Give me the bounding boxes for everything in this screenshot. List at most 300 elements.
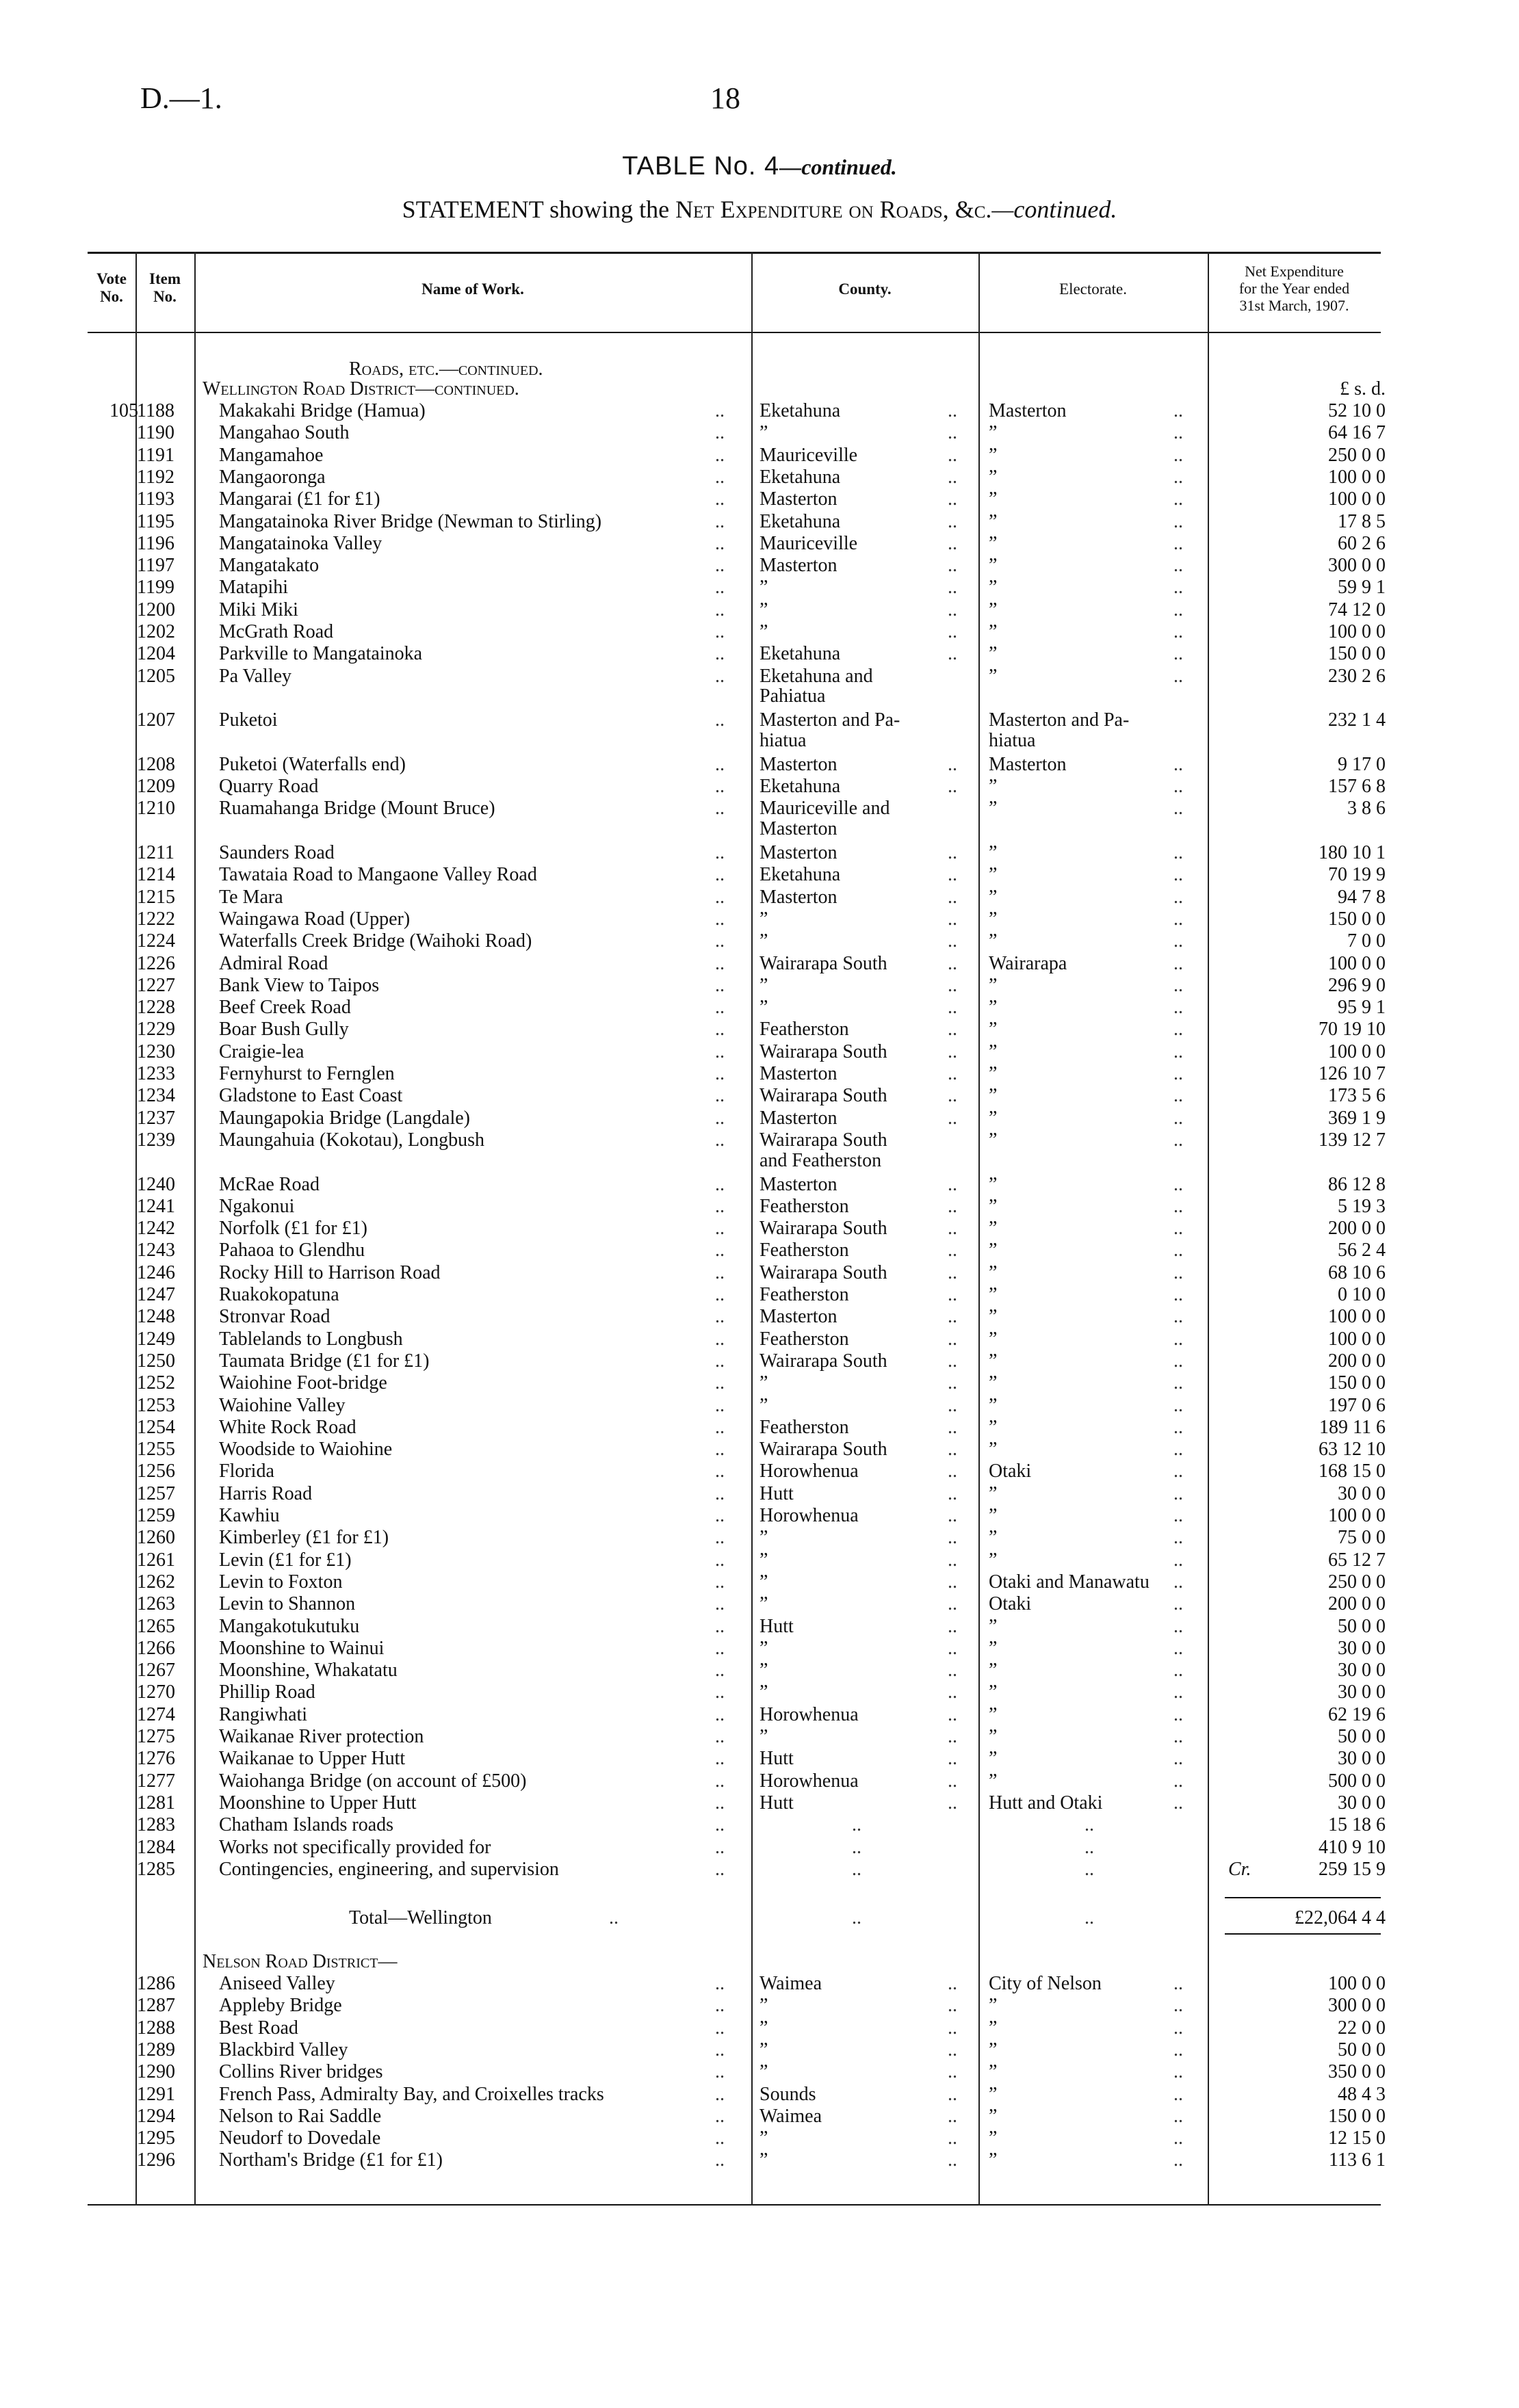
amount: 500 0 0 [1328,1770,1386,1792]
electorate: ” [989,2061,998,2083]
item-number: 1265 [137,1615,175,1637]
work-name: Levin to Shannon [219,1593,356,1615]
county-continued: Pahiatua [760,685,826,707]
amount: 139 12 7 [1319,1129,1386,1151]
electorate: ” [989,1748,998,1770]
table-row: 1265 Mangakotukutuku .. Hutt .. ” .. 50 0 0 [137,1615,1386,1637]
work-name: Neudorf to Dovedale [219,2128,381,2149]
work-name: Tawataia Road to Mangaone Valley Road [219,864,537,886]
amount: 369 1 9 [1328,1107,1386,1129]
amount: 300 0 0 [1328,555,1386,577]
work-name: Makakahi Bridge (Hamua) [219,400,426,421]
table-row: 1199 Matapihi .. ” .. ” .. 59 9 1 [137,577,1386,599]
table-row: 1209 Quarry Road .. Eketahuna .. ” .. 157 6 8 [137,776,1386,798]
table-row: 1255 Woodside to Waiohine .. Wairarapa South .. ” .. 63 12 10 [137,1439,1386,1461]
amount: 180 10 1 [1319,842,1386,863]
table-row: 1257 Harris Road .. Hutt .. ” .. 30 0 0 [137,1482,1386,1504]
table-title [0,152,1519,181]
item-number: 1250 [137,1350,175,1372]
work-name: McRae Road [219,1173,320,1195]
item-number: 1209 [137,776,175,798]
amount: 230 2 6 [1328,665,1386,687]
amount: 0 10 0 [1338,1284,1386,1305]
work-name: Best Road [219,2017,298,2039]
table-row: 1290 Collins River bridges .. ” .. ” .. 350 0 0 [137,2061,1386,2083]
county: Eketahuna [760,510,841,532]
table-row: 1227 Bank View to Taipos .. ” .. ” .. 296 9 0 [137,974,1386,996]
column-header-electorate: Electorate. [1059,280,1127,298]
work-name: Craigie-lea [219,1041,304,1062]
table-row: 1191 Mangamahoe .. Mauriceville .. ” .. 250 0 0 [137,444,1386,466]
amount: 22 0 0 [1338,2017,1386,2039]
amount: 7 0 0 [1347,930,1386,952]
section-heading-wellington: Wellington Road District—continued. [203,378,519,400]
county: ” [760,621,768,642]
work-name: Harris Road [219,1482,313,1504]
subtitle-caps: Net Expenditure on Roads, &c. [675,196,992,223]
amount: 95 9 1 [1338,997,1386,1019]
table-row: 1249 Tablelands to Longbush .. Featherston .. ” .. 100 0 0 [137,1328,1386,1350]
table-row: 1210 Ruamahanga Bridge (Mount Bruce) .. Mauriceville and ” .. 3 8 6 [137,798,1386,820]
electorate: ” [989,2083,998,2105]
item-number: 1284 [137,1836,175,1858]
table-row: 1276 Waikanae to Upper Hutt .. Hutt .. ” .. 30 0 0 [137,1748,1386,1770]
electorate: ” [989,1416,998,1438]
column-header-item: Item No. [149,270,181,305]
table-row: 1239 Maungahuia (Kokotau), Longbush .. Wairarapa South ” .. 139 12 7 [137,1129,1386,1151]
work-name: Mangamahoe [219,444,324,466]
page-number: 18 [710,81,740,115]
amount: 59 9 1 [1338,577,1386,599]
table-header-rule [88,332,1381,333]
electorate: ” [989,466,998,488]
subtitle-lead: STATEMENT showing the [402,196,676,223]
item-number: 1207 [137,709,175,731]
item-number: 1267 [137,1660,175,1681]
county: ” [760,908,768,930]
item-number: 1242 [137,1218,175,1240]
table-row: 1296 Northam's Bridge (£1 for £1) .. ” .. ” .. 113 6 1 [137,2149,1386,2171]
amount: 70 19 9 [1328,864,1386,886]
work-name: Works not specifically provided for [219,1836,491,1858]
amount: 150 0 0 [1328,643,1386,665]
electorate: ” [989,1482,998,1504]
electorate: ” [989,1726,998,1747]
work-name: Aniseed Valley [219,1973,335,1994]
county: ” [760,1549,768,1571]
amount: 350 0 0 [1328,2061,1386,2083]
work-name: Taumata Bridge (£1 for £1) [219,1350,430,1372]
item-number: 1249 [137,1328,175,1350]
work-name: Fernyhurst to Fernglen [219,1063,395,1084]
county: Wairarapa South [760,1261,887,1283]
electorate: ” [989,908,998,930]
county: Sounds [760,2083,816,2105]
electorate: ” [989,2039,998,2060]
county: ” [760,1660,768,1681]
credit-prefix: Cr. [1228,1858,1251,1880]
work-name: Waiohine Foot-bridge [219,1372,387,1394]
amount: 113 6 1 [1329,2149,1386,2171]
table-row: 1253 Waiohine Valley .. ” .. ” .. 197 0 6 [137,1394,1386,1416]
work-name: Waingawa Road (Upper) [219,908,411,930]
electorate: ” [989,1372,998,1394]
table-row: 1263 Levin to Shannon .. ” .. Otaki .. 200 0 0 [137,1593,1386,1615]
electorate: ” [989,555,998,577]
item-number: 1277 [137,1770,175,1792]
table-row: 1270 Phillip Road .. ” .. ” .. 30 0 0 [137,1681,1386,1703]
work-name: Stronvar Road [219,1306,330,1328]
county: Horowhenua [760,1505,859,1526]
amount: 52 10 0 [1328,400,1386,421]
table-row: 1233 Fernyhurst to Fernglen .. Masterton .. ” .. 126 10 7 [137,1063,1386,1084]
item-number: 1270 [137,1681,175,1703]
item-number: 1246 [137,1261,175,1283]
work-name: Beef Creek Road [219,997,351,1019]
column-header-expenditure: Net Expenditure for the Year ended 31st March, 1907. [1238,263,1350,314]
table-row: 1288 Best Road .. ” .. ” .. 22 0 0 [137,2017,1386,2039]
item-number: 1255 [137,1439,175,1461]
county: ” [760,577,768,599]
work-name: Norfolk (£1 for £1) [219,1218,367,1240]
item-number: 1200 [137,599,175,620]
county-continued: and Featherston [760,1149,882,1171]
amount: 100 0 0 [1328,1041,1386,1062]
item-number: 1191 [137,444,174,466]
item-number: 1190 [137,422,174,444]
electorate: ” [989,1328,998,1350]
item-number: 1195 [137,510,174,532]
table-row: 1261 Levin (£1 for £1) .. ” .. ” .. 65 12 7 [137,1549,1386,1571]
work-name: Kawhiu [219,1505,280,1526]
county: Eketahuna [760,643,841,665]
amount: 30 0 0 [1338,1660,1386,1681]
table-top-rule [88,252,1381,254]
table-row: 1248 Stronvar Road .. Masterton .. ” .. 100 0 0 [137,1306,1386,1328]
item-number: 1205 [137,665,175,687]
amount: 65 12 7 [1328,1549,1386,1571]
county: ” [760,1372,768,1394]
county: ” [760,422,768,444]
electorate: ” [989,2149,998,2171]
work-name: Mangatainoka Valley [219,532,382,554]
amount: 100 0 0 [1328,1973,1386,1994]
work-name: Appleby Bridge [219,1995,342,2017]
county: Waimea [760,2105,822,2127]
county: Hutt [760,1748,794,1770]
work-name: Maungahuia (Kokotau), Longbush [219,1129,485,1151]
table-row: 1190 Mangahao South .. ” .. ” .. 64 16 7 [137,422,1386,444]
amount: 5 19 3 [1338,1195,1386,1217]
county: Masterton [760,488,838,510]
county: Featherston [760,1328,849,1350]
work-name: Waikanae to Upper Hutt [219,1748,406,1770]
table-title-suffix: —continued. [779,155,897,179]
county: Eketahuna [760,466,841,488]
item-number: 1239 [137,1129,175,1151]
amount: 30 0 0 [1338,1681,1386,1703]
work-name: Phillip Road [219,1681,315,1703]
county: Wairarapa South [760,1218,887,1240]
total-amount: £22,064 4 4 [1295,1907,1386,1928]
county-continued: Masterton [760,818,838,840]
electorate: Otaki [989,1461,1032,1482]
section-heading-nelson: Nelson Road District— [203,1951,398,1972]
item-number: 1210 [137,798,175,820]
table-row: 1200 Miki Miki .. ” .. ” .. 74 12 0 [137,599,1386,620]
electorate: ” [989,798,998,820]
amount: 410 9 10 [1319,1836,1386,1858]
work-name: Mangahao South [219,422,350,444]
amount: 30 0 0 [1338,1748,1386,1770]
electorate: ” [989,577,998,599]
table-row: 1229 Boar Bush Gully .. Featherston .. ” .. 70 19 10 [137,1019,1386,1041]
electorate: ” [989,1085,998,1107]
amount: 56 2 4 [1338,1240,1386,1261]
county: ” [760,2128,768,2149]
county: Masterton and Pa- [760,709,900,731]
county: Wairarapa South [760,1350,887,1372]
amount: 15 18 6 [1328,1814,1386,1836]
amount: 70 19 10 [1319,1019,1386,1041]
work-name: Admiral Road [219,952,328,974]
amount: 75 0 0 [1338,1527,1386,1549]
amount: 30 0 0 [1338,1482,1386,1504]
amount: 250 0 0 [1328,444,1386,466]
amount: 296 9 0 [1328,974,1386,996]
subtitle-suffix: —continued. [991,196,1117,223]
county: ” [760,1681,768,1703]
amount: 50 0 0 [1338,1726,1386,1747]
item-number: 1222 [137,908,175,930]
item-number: 1237 [137,1107,175,1129]
electorate: ” [989,1505,998,1526]
table-row: 1259 Kawhiu .. Horowhenua .. ” .. 100 0 0 [137,1505,1386,1526]
amount: 200 0 0 [1328,1218,1386,1240]
amount: 50 0 0 [1338,1615,1386,1637]
item-number: 1291 [137,2083,175,2105]
work-name: Puketoi [219,709,278,731]
table-bottom-rule [88,2204,1381,2206]
table-row: 1247 Ruakokopatuna .. Featherston .. ” .. 0 10 0 [137,1284,1386,1305]
amount: 197 0 6 [1328,1394,1386,1416]
electorate: Wairarapa [989,952,1067,974]
work-name: McGrath Road [219,621,334,642]
county: Masterton [760,842,838,863]
county: Waimea [760,1973,822,1994]
work-name: Rocky Hill to Harrison Road [219,1261,441,1283]
item-number: 1287 [137,1995,175,2017]
amount: 30 0 0 [1338,1792,1386,1814]
work-name: Northam's Bridge (£1 for £1) [219,2149,443,2171]
table-row: 1284 Works not specifically provided for .. .. .. 410 9 10 [137,1836,1386,1858]
county: Masterton [760,886,838,908]
table-row: 1277 Waiohanga Bridge (on account of £500) .. Horowhenua .. ” .. 500 0 0 [137,1770,1386,1792]
county: ” [760,1571,768,1593]
table-row: 1241 Ngakonui .. Featherston .. ” .. 5 19 3 [137,1195,1386,1217]
total-top-rule [1225,1897,1381,1898]
item-number: 1283 [137,1814,175,1836]
electorate: ” [989,842,998,863]
table-row: 1192 Mangaoronga .. Eketahuna .. ” .. 100 0 0 [137,466,1386,488]
amount: 100 0 0 [1328,1306,1386,1328]
work-name: Levin to Foxton [219,1571,343,1593]
amount: 100 0 0 [1328,488,1386,510]
electorate: Masterton and Pa- [989,709,1130,731]
item-number: 1188 [137,400,174,421]
work-name: White Rock Road [219,1416,356,1438]
county: Masterton [760,555,838,577]
amount: 64 16 7 [1328,422,1386,444]
county: ” [760,1995,768,2017]
table-row: 1275 Waikanae River protection .. ” .. ” .. 50 0 0 [137,1726,1386,1747]
electorate: ” [989,1703,998,1725]
table-row: 1224 Waterfalls Creek Bridge (Waihoki Road) .. ” .. ” .. 7 0 0 [137,930,1386,952]
electorate: ” [989,1615,998,1637]
item-number: 1196 [137,532,174,554]
work-name: Quarry Road [219,776,319,798]
electorate: Masterton [989,400,1067,421]
table-row: 1226 Admiral Road .. Wairarapa South .. Wairarapa .. 100 0 0 [137,952,1386,974]
work-name: Kimberley (£1 for £1) [219,1527,389,1549]
item-number: 1227 [137,974,175,996]
electorate: Otaki [989,1593,1032,1615]
electorate: ” [989,1218,998,1240]
county: Eketahuna [760,400,841,421]
county: ” [760,2061,768,2083]
county: Wairarapa South [760,1129,887,1151]
item-number: 1254 [137,1416,175,1438]
table-row: 1246 Rocky Hill to Harrison Road .. Wairarapa South .. ” .. 68 10 6 [137,1261,1386,1283]
county: ” [760,2017,768,2039]
amount: 200 0 0 [1328,1350,1386,1372]
item-number: 1260 [137,1527,175,1549]
table-row: 1285 Contingencies, engineering, and supervision .. .. .. Cr. 259 15 9 [137,1858,1386,1880]
electorate: ” [989,1637,998,1659]
item-number: 1276 [137,1748,175,1770]
electorate: ” [989,1107,998,1129]
county: ” [760,599,768,620]
county: ” [760,1726,768,1747]
table-row-continuation [0,1150,1519,1172]
work-name: French Pass, Admiralty Bay, and Croixelles tracks [219,2083,604,2105]
table-row: 1228 Beef Creek Road .. ” .. ” .. 95 9 1 [137,997,1386,1019]
item-number: 1197 [137,555,174,577]
work-name: Moonshine, Whakatatu [219,1660,398,1681]
work-name: Bank View to Taipos [219,974,380,996]
table-row: 1205 Pa Valley .. Eketahuna and ” .. 230 2 6 [137,665,1386,687]
amount: 60 2 6 [1338,532,1386,554]
work-name: Saunders Road [219,842,335,863]
county-continued: hiatua [760,729,807,751]
table-row: 1291 French Pass, Admiralty Bay, and Croixelles tracks .. Sounds .. ” .. 48 4 3 [137,2083,1386,2105]
work-name: Gladstone to East Coast [219,1085,403,1107]
work-name: Waiohine Valley [219,1394,346,1416]
item-number: 1274 [137,1703,175,1725]
amount: 168 15 0 [1319,1461,1386,1482]
amount: 30 0 0 [1338,1637,1386,1659]
work-name: Mangatainoka River Bridge (Newman to Stirling) [219,510,602,532]
amount: 94 7 8 [1338,886,1386,908]
electorate: ” [989,1394,998,1416]
item-number: 1295 [137,2128,175,2149]
work-name: Mangarai (£1 for £1) [219,488,380,510]
electorate: ” [989,1173,998,1195]
work-name: Puketoi (Waterfalls end) [219,753,406,775]
county: Horowhenua [760,1770,859,1792]
county: Mauriceville and [760,798,890,820]
item-number: 1286 [137,1973,175,1994]
county: Mauriceville [760,532,858,554]
work-name: Woodside to Waiohine [219,1439,393,1461]
electorate: ” [989,1063,998,1084]
table-row: 1256 Florida .. Horowhenua .. Otaki .. 168 15 0 [137,1461,1386,1482]
county: Featherston [760,1416,849,1438]
table-row: 1243 Pahaoa to Glendhu .. Featherston .. ” .. 56 2 4 [137,1240,1386,1261]
total-row: Total—Wellington .. .. .. £22,064 4 4 [349,1907,1386,1928]
work-name: Collins River bridges [219,2061,383,2083]
work-name: Maungapokia Bridge (Langdale) [219,1107,470,1129]
amount: 100 0 0 [1328,466,1386,488]
table-row-continuation [0,818,1519,840]
electorate: ” [989,930,998,952]
amount: 62 19 6 [1328,1703,1386,1725]
item-number: 1296 [137,2149,175,2171]
county: Hutt [760,1615,794,1637]
work-name: Pahaoa to Glendhu [219,1240,365,1261]
table-row: 1283 Chatham Islands roads .. .. .. 15 18 6 [137,1814,1386,1836]
county: Featherston [760,1240,849,1261]
item-number: 1224 [137,930,175,952]
electorate: ” [989,2105,998,2127]
work-name: Contingencies, engineering, and supervision [219,1858,559,1880]
electorate: ” [989,444,998,466]
table-row: 1197 Mangatakato .. Masterton .. ” .. 300 0 0 [137,555,1386,577]
table-row: 1193 Mangarai (£1 for £1) .. Masterton .. ” .. 100 0 0 [137,488,1386,510]
county: Hutt [760,1792,794,1814]
table-row: 1252 Waiohine Foot-bridge .. ” .. ” .. 150 0 0 [137,1372,1386,1394]
electorate: ” [989,1439,998,1461]
table-row: 1274 Rangiwhati .. Horowhenua .. ” .. 62 19 6 [137,1703,1386,1725]
work-name: Ruamahanga Bridge (Mount Bruce) [219,798,495,820]
county: ” [760,1527,768,1549]
table-row: 1267 Moonshine, Whakatatu .. ” .. ” .. 30 0 0 [137,1660,1386,1681]
table-row-continuation [0,730,1519,752]
electorate: Otaki and Manawatu [989,1571,1150,1593]
item-number: 1202 [137,621,175,642]
work-name: Moonshine to Wainui [219,1637,385,1659]
electorate: ” [989,1129,998,1151]
county: Masterton [760,753,838,775]
county: Eketahuna [760,776,841,798]
table-row: 1207 Puketoi .. Masterton and Pa- Masterton and Pa- 232 1 4 [137,709,1386,731]
electorate: ” [989,1660,998,1681]
amount: 100 0 0 [1328,1505,1386,1526]
table-row: 1237 Maungapokia Bridge (Langdale) .. Masterton .. ” .. 369 1 9 [137,1107,1386,1129]
amount: 50 0 0 [1338,2039,1386,2060]
county: ” [760,1637,768,1659]
electorate: ” [989,1995,998,2017]
electorate: ” [989,1770,998,1792]
county: Masterton [760,1063,838,1084]
table-row: 1287 Appleby Bridge .. ” .. ” .. 300 0 0 [137,1995,1386,2017]
electorate: ” [989,1261,998,1283]
item-number: 1228 [137,997,175,1019]
item-number: 1275 [137,1726,175,1747]
item-number: 1281 [137,1792,175,1814]
county: ” [760,974,768,996]
amount: 12 15 0 [1328,2128,1386,2149]
